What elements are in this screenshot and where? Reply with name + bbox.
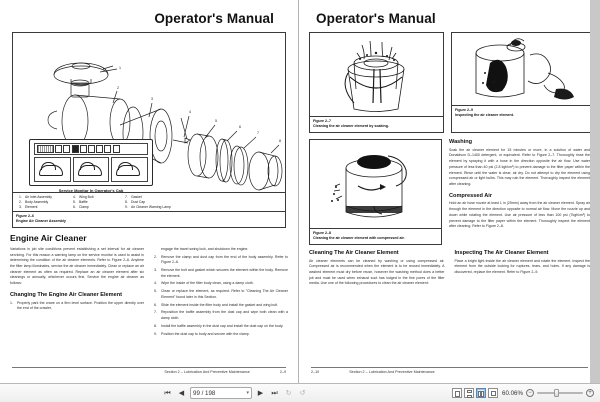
cleaning-paragraph: Air cleaner elements can be cleaned by washing or using compressed air. Compressed air is recommended when the element is to be reused immediately. A washed element must dry before reuse, however the washing method does a better job and must be used when exhaust soot has lodged in the fine pores of the filter media. Use one of the following procedures to clean the air cleaner element: <box>309 258 445 286</box>
legend-item: 8. Dust Cap <box>125 199 146 204</box>
legend-item: 9. Air Cleaner Warning Lamp <box>125 205 171 210</box>
toolbar-right-group <box>452 388 600 398</box>
monitor-lamp-2 <box>63 145 70 153</box>
subsection-heading-changing-element: Changing The Engine Air Cleaner Element <box>10 291 122 298</box>
left-page-columns <box>10 247 288 340</box>
viewer-toolbar <box>0 383 600 402</box>
step-item: 3. Remove the bolt and gasket which secures the element within the body. Remove the element. <box>154 267 288 278</box>
right-text-column-upper <box>449 139 590 245</box>
page-footer-left <box>12 367 286 374</box>
figure-2-8-number: Figure 2–8 <box>313 230 331 235</box>
step-item: 6. Slide the element inside the filter body and install the gasket and wing bolt. <box>154 302 279 307</box>
monitor-lamp-8 <box>113 145 120 153</box>
rotate-counterclockwise-icon[interactable]: ↺ <box>299 389 306 397</box>
first-page-button[interactable]: ⏮ <box>164 389 171 397</box>
right-page-bottom-columns <box>309 250 590 290</box>
figure-2-9 <box>451 32 593 133</box>
zoom-out-button[interactable]: − <box>526 389 534 397</box>
figure-callout-5: 5 <box>215 119 217 123</box>
monitor-pane-3 <box>111 157 148 182</box>
monitor-indicator-strip <box>34 143 148 155</box>
figure-2-9-title: Inspecting the air cleaner element. <box>455 113 514 118</box>
subsection-heading-inspecting-element: Inspecting The Air Cleaner Element <box>454 249 549 256</box>
changing-element-steps-part1 <box>10 301 144 312</box>
figure-2-9-artwork <box>452 33 592 105</box>
figure-2-7-number: Figure 2–7 <box>313 119 331 123</box>
monitor-lamp-6 <box>96 145 103 153</box>
monitor-lamp-5 <box>88 145 95 153</box>
monitor-gauge <box>37 145 54 153</box>
figure-2-6 <box>12 32 286 228</box>
figure-2-7-caption <box>310 116 443 132</box>
left-column <box>10 247 144 340</box>
cleaning-column <box>309 250 445 290</box>
document-page-right[interactable] <box>299 0 600 383</box>
legend-item: 7. Gasket <box>125 194 142 199</box>
monitor-pane-1 <box>34 157 71 182</box>
figure-callout-2: 2 <box>117 86 119 90</box>
step-item: 5. Clean or replace the element, as required. Refer to "Cleaning The Air Cleaner Element" found later in this Section. <box>154 289 288 299</box>
subsection-heading-cleaning-element: Cleaning The Air Cleaner Element <box>309 249 399 256</box>
figure-2-8-title: Cleaning the air cleaner element with compressed air. <box>313 236 405 241</box>
view-mode-group <box>452 388 498 398</box>
right-page-lower-row <box>309 139 590 245</box>
step-item: 1. Properly park the crane on a firm level surface. Position the upper directly over the end of the crawler, <box>10 300 144 311</box>
figure-2-9-number: Figure 2–9 <box>455 108 473 112</box>
step-item: engage the travel swing lock, and shutdown the engine. <box>161 246 249 251</box>
legend-item: 5. Baffle <box>73 199 88 204</box>
figure-callout-6: 6 <box>239 125 241 129</box>
zoom-level-label: 60.06% <box>502 389 523 397</box>
view-mode-dual-page[interactable] <box>476 388 486 398</box>
figure-2-9-caption <box>452 105 592 121</box>
legend-item: 6. Clamp <box>73 205 89 210</box>
subsection-heading-compressed-air: Compressed Air <box>449 192 493 199</box>
monitor-pane-2 <box>73 157 110 182</box>
section-heading-engine-air-cleaner: Engine Air Cleaner <box>10 232 87 243</box>
step-item: 9. Position the dust cap to body and secure with the clamp. <box>154 331 250 336</box>
monitor-detail-panes <box>34 157 148 182</box>
view-mode-fit-page[interactable] <box>488 388 498 398</box>
intro-paragraph: Variations in job site conditions prevent establishing a set interval for air cleaner servicing. For this reason a warning lamp on the service monitor is used to assist in determining the condition of the air cleaner elements. Refer to Figure 2–6. Anytime the filter lamp illuminates, service the air cleaner immediately. Clean or replace an air cleaner element as often as required. Replace an air cleaner element after six cleanings or annually, whichever occurs first. Service the engine air cleaner as follows: <box>10 246 144 286</box>
figure-2-7-title: Cleaning the air cleaner element by soaking. <box>313 124 389 129</box>
figure-2-8-caption <box>310 228 441 244</box>
page-number-value: 99 / 198 <box>193 389 216 397</box>
monitor-lamp-4 <box>80 145 87 153</box>
next-page-button[interactable]: ▶ <box>257 389 264 397</box>
figure-2-7 <box>309 32 444 133</box>
last-page-button[interactable]: ⏭ <box>271 389 278 397</box>
subsection-heading-washing: Washing <box>449 138 473 145</box>
previous-page-button[interactable]: ◀ <box>178 389 185 397</box>
right-column <box>154 247 288 340</box>
figure-callout-4: 4 <box>189 110 191 114</box>
figure-2-6-number: Figure 2–6 <box>16 214 34 218</box>
legend-item: 4. Wing Bolt <box>73 194 94 199</box>
element-soaking-drawing <box>310 33 443 116</box>
figure-callout-3: 3 <box>151 97 153 101</box>
step-item: 7. Reposition the baffle assembly from the dust cap and wipe both clean with a damp cloth. <box>154 310 288 321</box>
figure-callout-1: 1 <box>119 66 121 70</box>
changing-element-steps-part2 <box>154 247 288 338</box>
rotate-clockwise-icon[interactable]: ↻ <box>285 389 292 397</box>
legend-item: 2. Body Assembly <box>19 199 49 204</box>
figure-2-8 <box>309 139 442 245</box>
figure-callout-8: 8 <box>279 139 281 143</box>
legend-item: 1. Air Inlet Assembly <box>19 194 52 199</box>
figure-legend-column-2 <box>73 195 125 211</box>
right-page-figure-row <box>309 32 590 133</box>
view-mode-scrolling[interactable] <box>464 388 474 398</box>
monitor-caption: Service Monitor In Operator's Cab <box>58 188 124 192</box>
compressed-air-cleaning-drawing <box>310 140 441 228</box>
legend-item: 3. Element <box>19 205 38 210</box>
page-gutter <box>590 0 600 383</box>
page-footer-right <box>311 367 588 374</box>
compressed-air-paragraph: Hold an air hose nozzle at least 1 in (25mm) away from the air cleaner element. Spray air through the element in the direction opposite to normal air flow. Move the nozzle up and down while rotating the element. Use air pressure of less than 100 psi (7kgf/cm²) to prevent damage to the filter paper within the element. Thoroughly inspect the element after cleaning. Refer to Figure 2–8. <box>449 201 590 229</box>
step-item: 4. Wipe the inside of the filter body clean, using a damp cloth. <box>154 281 254 286</box>
chevron-down-icon[interactable]: ▾ <box>246 390 249 396</box>
step-item: 8. Install the baffle assembly in the dust cap and install the dust cap on the body. <box>154 323 284 328</box>
element-inspection-drawing <box>452 33 592 105</box>
zoom-in-button[interactable]: + <box>586 389 594 397</box>
view-mode-single-page[interactable] <box>452 388 462 398</box>
air-cleaner-warning-lamp <box>72 145 79 153</box>
inspecting-paragraph: Place a bright light inside the air cleaner element and rotate the element. Inspect the element from the outside looking for ruptures, tears, and holes. If any damage is discovered, replace the element. Refer to Figure 2–9. <box>454 258 590 274</box>
footer-page-number: 2–10 <box>311 370 320 374</box>
step-item: 2. Remove the clamp and dust cap from the end of the body assembly. Refer to Figure 2–6. <box>154 254 288 265</box>
footer-page-number: 2–9 <box>279 370 286 374</box>
figure-2-8-artwork <box>310 140 441 228</box>
figure-legend-column-1 <box>19 195 73 211</box>
zoom-control-group <box>502 389 594 397</box>
document-page-left[interactable] <box>0 0 299 383</box>
monitor-lamp-1 <box>55 145 62 153</box>
page-title-left: Operator's Manual <box>154 11 274 26</box>
figure-2-6-caption <box>13 211 285 227</box>
footer-section-label: Section 2 – Lubrication And Preventive Maintenance <box>349 370 435 374</box>
service-monitor-inset <box>29 139 153 186</box>
page-number-input[interactable] <box>190 387 252 399</box>
figure-2-7-artwork <box>310 33 443 116</box>
figure-callout-7: 7 <box>257 131 259 135</box>
figure-2-6-artwork <box>13 33 285 192</box>
page-navigation-group <box>162 387 308 400</box>
footer-section-label: Section 2 – Lubrication And Preventive Maintenance <box>164 370 250 374</box>
zoom-slider[interactable] <box>537 392 583 394</box>
washing-paragraph: Soak the air cleaner element for 15 minutes or more, in a solution of water and Donaldson D–1400 detergent, or equivalent. Refer to Figure 2–7. Thoroughly rinse the element by spraying it with a hose in the direction opposite the air flow. Use water pressure of less than 40 psi (2.8 kgf/cm²) to prevent damage to the filter paper within the element. Rinse until the water is clear; air dry. Do not attempt to dry the element using compressed air or light bulbs. This may ruin the element. Thoroughly inspect the element after cleaning. <box>449 147 590 187</box>
monitor-lamp-7 <box>104 145 111 153</box>
zoom-slider-handle[interactable] <box>554 389 559 397</box>
figure-2-6-title: Engine Air Cleaner Assembly <box>16 219 66 224</box>
page-title-right: Operator's Manual <box>316 11 436 26</box>
inspecting-column <box>455 250 591 290</box>
figure-legend-column-3 <box>125 195 171 211</box>
